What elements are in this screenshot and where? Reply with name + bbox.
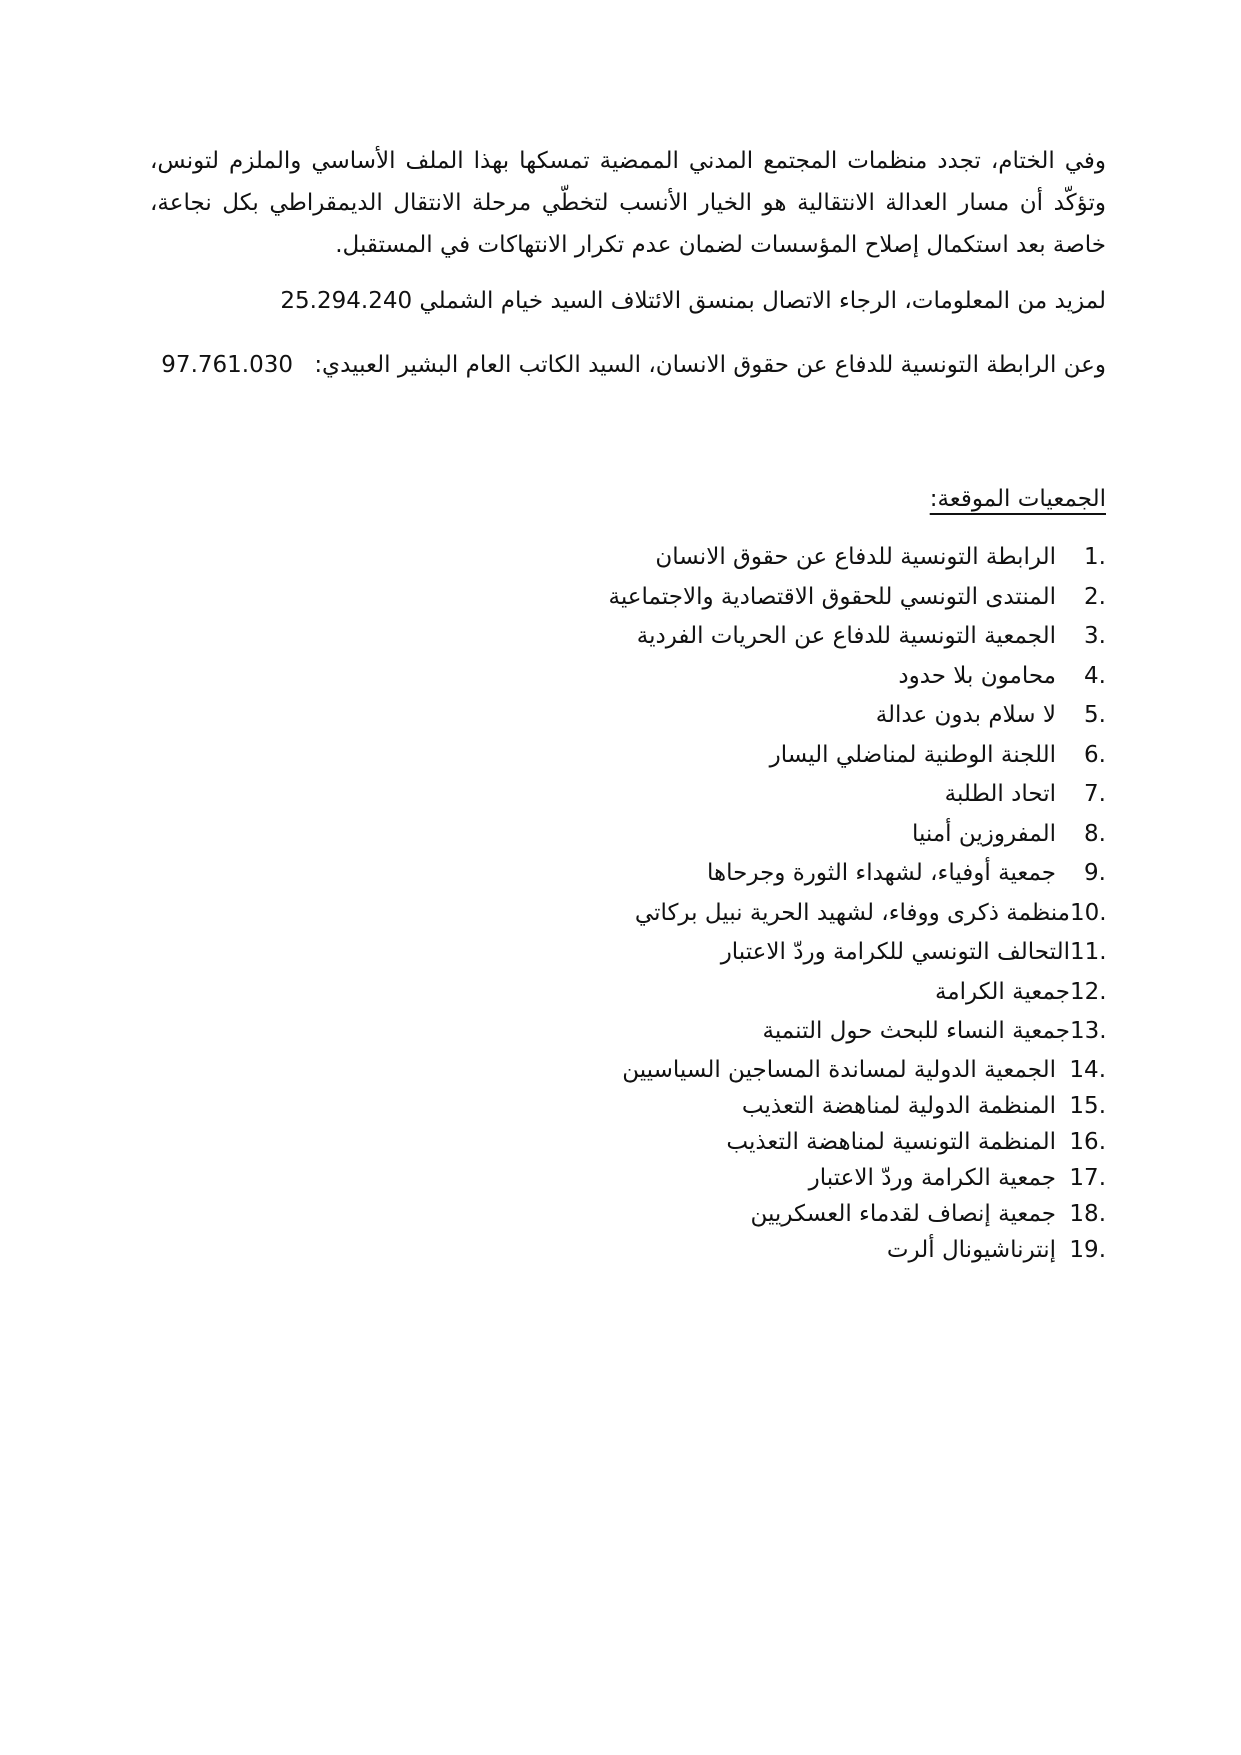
organization-name: اتحاد الطلبة — [944, 781, 1056, 807]
item-number: 16. — [1069, 1128, 1106, 1155]
organization-name: إنترناشيونال ألرت — [886, 1236, 1056, 1263]
item-number: 14. — [1069, 1056, 1106, 1083]
item-number: 12. — [1070, 978, 1107, 1005]
organization-name: جمعية الكرامة — [934, 978, 1070, 1005]
organization-name: جمعية أوفياء، لشهداء الثورة وجرحاها — [707, 860, 1056, 886]
item-number: 17. — [1069, 1164, 1106, 1191]
item-number: 13. — [1070, 1018, 1107, 1044]
organization-name: الجمعية التونسية للدفاع عن الحريات الفردية — [636, 623, 1056, 649]
organization-name: التحالف التونسي للكرامة وردّ الاعتبار — [720, 939, 1070, 965]
list-item — [150, 736, 1106, 776]
list-item — [150, 617, 1106, 657]
list-item — [150, 854, 1106, 894]
item-number: 4. — [1084, 662, 1106, 689]
contact-league-text: وعن الرابطة التونسية للدفاع عن حقوق الانسان، السيد الكاتب العام البشير العبيدي: — [314, 352, 1106, 378]
contact-league-phone: 97.761.030 — [161, 352, 293, 378]
list-item — [150, 775, 1106, 815]
list-item — [150, 973, 1106, 1013]
item-number: 15. — [1069, 1092, 1106, 1119]
item-number: 5. — [1084, 702, 1106, 728]
organization-name: محامون بلا حدود — [898, 662, 1056, 689]
item-number: 9. — [1084, 860, 1106, 886]
organization-name: المنظمة الدولية لمناهضة التعذيب — [741, 1092, 1056, 1119]
list-item — [150, 894, 1106, 934]
list-item — [150, 696, 1106, 736]
organization-name: المنظمة التونسية لمناهضة التعذيب — [726, 1128, 1056, 1155]
organization-name: اللجنة الوطنية لمناضلي اليسار — [769, 741, 1056, 768]
list-item — [150, 1088, 1106, 1124]
list-item — [150, 1232, 1106, 1268]
organization-name: جمعية إنصاف لقدماء العسكريين — [750, 1200, 1056, 1227]
list-item — [150, 1160, 1106, 1196]
organization-name: المنتدى التونسي للحقوق الاقتصادية والاجتماعية — [608, 583, 1056, 610]
list-item — [150, 657, 1106, 697]
organization-name: الجمعية الدولية لمساندة المساجين السياسيين — [622, 1056, 1056, 1083]
organization-name: جمعية النساء للبحث حول التنمية — [762, 1018, 1070, 1044]
list-item — [150, 815, 1106, 855]
item-number: 11. — [1070, 939, 1107, 965]
contact-league — [150, 344, 1106, 386]
list-item — [150, 578, 1106, 618]
organization-name: المفروزين أمنيا — [911, 820, 1056, 847]
list-item — [150, 1012, 1106, 1052]
list-item — [150, 1196, 1106, 1232]
list-item — [150, 933, 1106, 973]
list-item — [150, 1052, 1106, 1088]
item-number: 10. — [1070, 899, 1107, 926]
contact-coordinator-text: لمزيد من المعلومات، الرجاء الاتصال بمنسق الائتلاف السيد خيام الشملي — [419, 288, 1106, 314]
list-item — [150, 1124, 1106, 1160]
item-number: 18. — [1069, 1200, 1106, 1227]
organization-name: الرابطة التونسية للدفاع عن حقوق الانسان — [655, 544, 1056, 570]
signatories-list — [150, 538, 1106, 1268]
item-number: 19. — [1069, 1236, 1106, 1263]
contact-coordinator — [150, 280, 1106, 322]
contact-coordinator-phone: 25.294.240 — [280, 288, 413, 314]
item-number: 8. — [1084, 820, 1106, 847]
document-body — [150, 140, 1106, 1268]
list-item — [150, 538, 1106, 578]
item-number: 3. — [1084, 623, 1106, 649]
organization-name: منظمة ذكرى ووفاء، لشهيد الحرية نبيل بركاتي — [634, 899, 1070, 926]
organization-name: جمعية الكرامة وردّ الاعتبار — [808, 1164, 1056, 1191]
signatories-heading: الجمعيات الموقعة: — [929, 486, 1106, 512]
organization-name: لا سلام بدون عدالة — [875, 702, 1056, 728]
item-number: 6. — [1084, 741, 1106, 768]
item-number: 7. — [1084, 781, 1106, 807]
item-number: 1. — [1084, 544, 1106, 570]
item-number: 2. — [1084, 583, 1106, 610]
closing-paragraph: وفي الختام، تجدد منظمات المجتمع المدني الممضية تمسكها بهذا الملف الأساسي والملزم لتونس، وتؤكّد أن مسار العدالة الانتقالية هو الخيار الأنسب لتخطّي مرحلة الانتقال الديمقراطي بكل نجاعة، خاصة بعد استكمال إصلاح المؤسسات لضمان عدم تكرار الانتهاكات في المستقبل. — [150, 148, 1106, 258]
